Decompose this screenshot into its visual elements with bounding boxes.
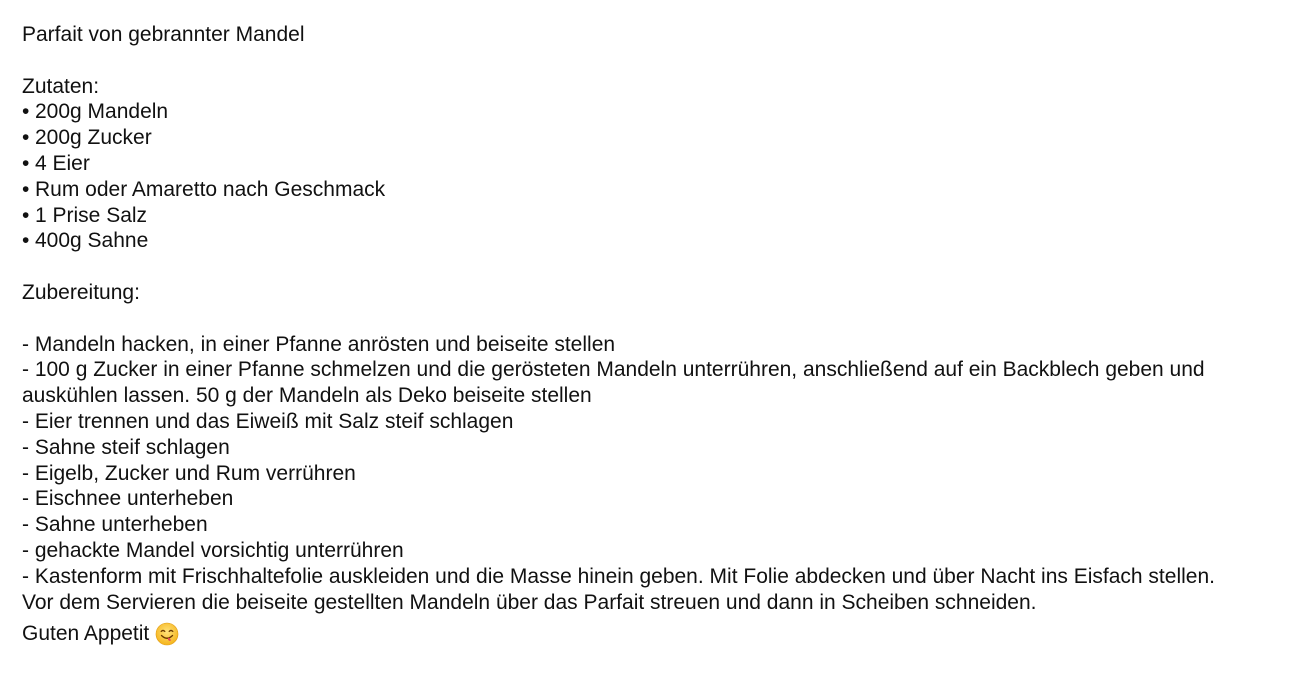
- preparation-step: - Eigelb, Zucker und Rum verrühren: [22, 461, 356, 485]
- ingredient-text: 4 Eier: [35, 151, 90, 175]
- ingredient-text: 400g Sahne: [35, 229, 149, 253]
- preparation-heading: Zubereitung:: [22, 280, 140, 304]
- preparation-step: - gehackte Mandel vorsichtig unterrühren: [22, 538, 404, 562]
- spacer: [22, 254, 1278, 280]
- bullet-icon: •: [22, 203, 30, 227]
- bullet-icon: •: [22, 229, 30, 253]
- preparation-step: - Sahne steif schlagen: [22, 435, 230, 459]
- spacer: [22, 48, 1278, 74]
- bullet-icon: •: [22, 126, 30, 150]
- bullet-icon: •: [22, 100, 30, 124]
- ingredient-item: [22, 177, 1278, 203]
- recipe-document: [22, 22, 1278, 647]
- preparation-step: - Kastenform mit Frischhaltefolie auskleiden und die Masse hinein geben. Mit Folie abdecken und über Nacht ins Eisfach stellen.: [22, 564, 1215, 588]
- preparation-step: - Eischnee unterheben: [22, 487, 234, 511]
- preparation-step: - Mandeln hacken, in einer Pfanne anrösten und beiseite stellen: [22, 332, 616, 356]
- ingredients-heading: Zutaten:: [22, 74, 100, 98]
- bullet-icon: •: [22, 151, 30, 175]
- recipe-title: Parfait von gebrannter Mandel: [22, 23, 305, 46]
- ingredient-item: [22, 125, 1278, 151]
- ingredient-text: 200g Mandeln: [35, 100, 169, 124]
- step-list: [22, 332, 1278, 590]
- ingredient-item: [22, 228, 1278, 254]
- ingredient-list: [22, 99, 1278, 254]
- bullet-icon: •: [22, 177, 30, 201]
- serving-note: Vor dem Servieren die beiseite gestellten Mandeln über das Parfait streuen und dann in Scheiben schneiden.: [22, 590, 1037, 614]
- ingredient-text: 200g Zucker: [35, 126, 152, 150]
- preparation-step: - 100 g Zucker in einer Pfanne schmelzen und die gerösteten Mandeln unterrühren, anschließend auf ein Backblech geben und auskühlen lassen. 50 g der Mandeln als Deko beiseite stellen: [22, 358, 1205, 408]
- ingredient-item: [22, 151, 1278, 177]
- ingredient-item: [22, 203, 1278, 229]
- closing-text: Guten Appetit: [22, 622, 150, 646]
- preparation-step: - Eier trennen und das Eiweiß mit Salz steif schlagen: [22, 409, 514, 433]
- spacer: [22, 306, 1278, 332]
- ingredient-text: Rum oder Amaretto nach Geschmack: [35, 177, 386, 201]
- preparation-step: - Sahne unterheben: [22, 513, 208, 537]
- face-savoring-food-icon: [155, 622, 179, 646]
- ingredient-text: 1 Prise Salz: [35, 203, 148, 227]
- closing-line: [22, 621, 1278, 647]
- ingredient-item: [22, 99, 1278, 125]
